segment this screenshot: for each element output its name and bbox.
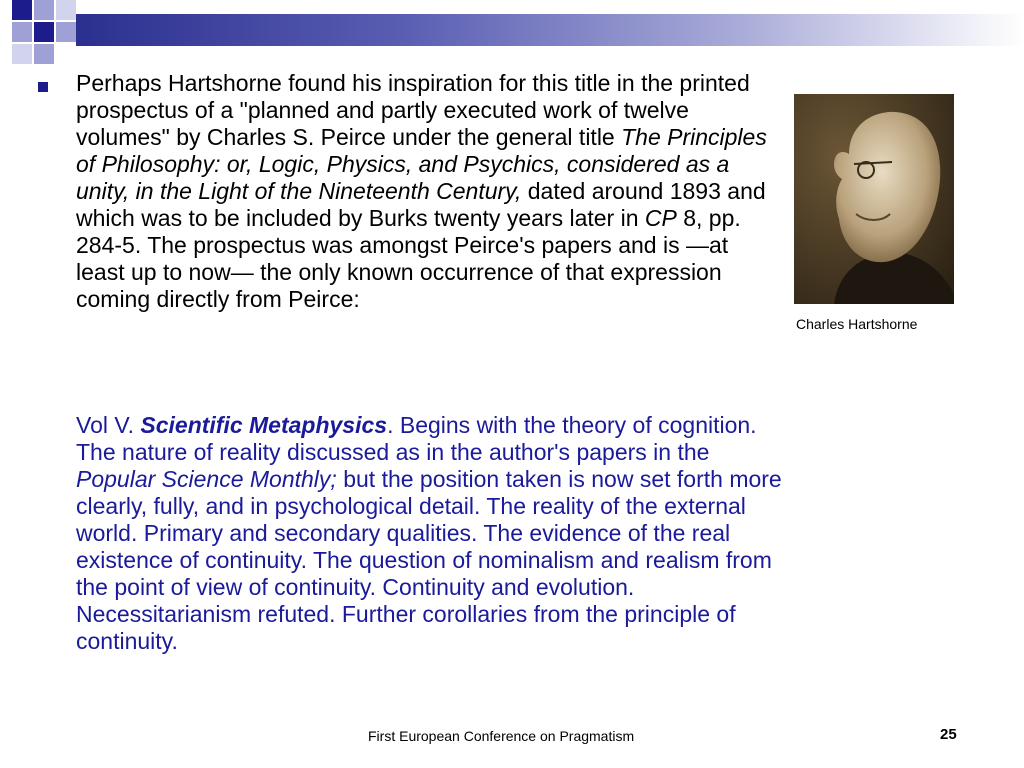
photo-caption: Charles Hartshorne: [796, 316, 918, 332]
footer-text: First European Conference on Pragmatism: [368, 728, 635, 744]
quote-text-bold-italic: Scientific Metaphysics: [140, 412, 388, 438]
quote-text-italic: Popular Science Monthly;: [76, 466, 337, 492]
header-square-5: [34, 22, 54, 42]
quote-text-1: Vol V.: [76, 412, 141, 438]
bullet-text-title-italic: The Principles of Philosophy: or, Logic, Physics, and Psychics, considered as a unity, in the Light of the Nineteenth Century,: [76, 124, 767, 204]
header-square-8: [34, 44, 54, 64]
portrait-photo-icon: [794, 94, 954, 304]
quote-text-3: but the position taken is now set forth more clearly, fully, and in psychological detail. The reality of the external world. Primary and secondary qualities. The evidence of the real existence of continuity. The question of nominalism and realism from the point of view of continuity. Continuity and evolution. Necessitarianism refuted. Further corollaries from the principle of continuity.: [76, 466, 782, 654]
header-square-4: [12, 22, 32, 42]
header-square-6: [56, 22, 76, 42]
page-number: 25: [940, 726, 957, 743]
bullet-text-2: dated around 1893 and which was to be included by Burks twenty years later in: [76, 178, 766, 231]
header-square-1: [12, 0, 32, 20]
header-square-2: [34, 0, 54, 20]
header-square-7: [12, 44, 32, 64]
header-square-3: [56, 0, 76, 20]
portrait-photo: [794, 94, 954, 304]
bullet-square-icon: [38, 82, 48, 92]
quote-paragraph: [76, 412, 791, 655]
bullet-text-1: Perhaps Hartshorne found his inspiration for this title in the printed prospectus of a "planned and partly executed work of twelve volumes" by Charles S. Peirce under the general title: [76, 70, 750, 150]
bullet-text-cp-italic: CP: [644, 205, 677, 231]
bullet-paragraph: [76, 70, 781, 313]
header-gradient-bar: [76, 14, 1024, 46]
quote-text-2: . Begins with the theory of cognition. The nature of reality discussed as in the author's papers in the: [76, 412, 757, 465]
bullet-text-3: 8, pp. 284-5. The prospectus was amongst Peirce's papers and is —at least up to now— the only known occurrence of that expression coming directly from Peirce:: [76, 205, 741, 312]
